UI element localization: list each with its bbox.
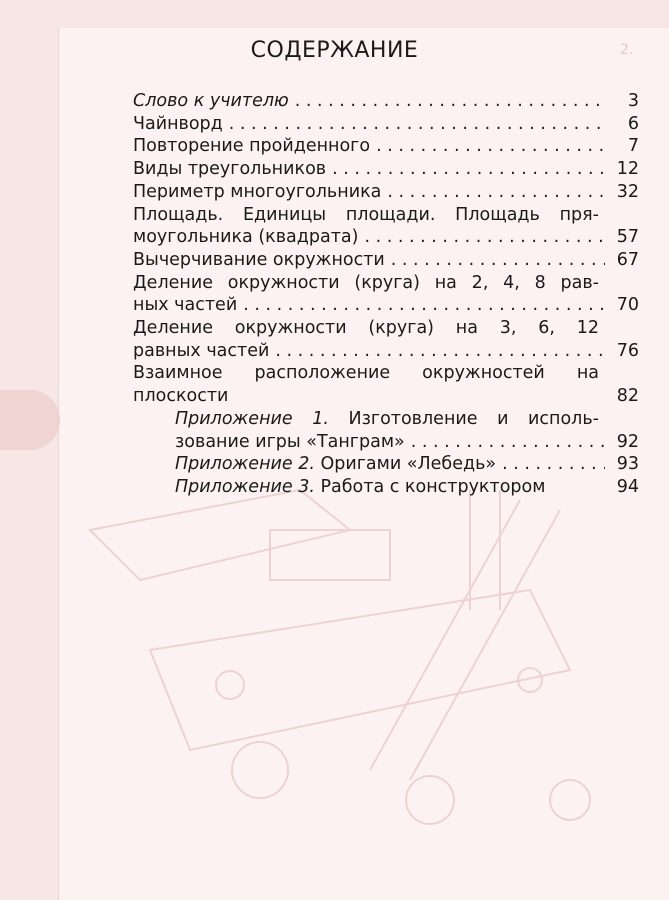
- toc-entry-title-line2: равных частей: [133, 340, 270, 361]
- toc-entry-title-line2: плоскости: [133, 386, 229, 407]
- appendix-label: Приложение 1.: [175, 408, 329, 429]
- show-through-construction-drawing: [50, 470, 610, 870]
- toc-entry-page: 76: [616, 340, 639, 361]
- dot-leader: [411, 431, 605, 454]
- toc-appendix-1: [133, 408, 669, 453]
- toc-entry-circle-drawing: [133, 249, 639, 272]
- toc-entry-page: 6: [627, 113, 639, 134]
- show-through-number: 2.: [620, 42, 634, 58]
- toc-entry-title-line1: Деление окружности (круга) на 3, 6, 12: [133, 318, 599, 339]
- toc-entry-circle-division-3-6-12: [133, 317, 639, 362]
- toc-entry-title: Вычерчивание окружности: [133, 249, 385, 270]
- toc-entry-page: 57: [616, 227, 639, 248]
- dot-leader: [243, 294, 605, 317]
- toc-entry-title-line1: Взаимное расположение окружностей на: [133, 363, 599, 384]
- toc-entry-page: 32: [616, 181, 639, 202]
- toc-entry-area: [133, 204, 639, 249]
- toc-entry-title-line2: ных частей: [133, 295, 238, 316]
- toc-appendix-2: [133, 453, 669, 476]
- toc-entry-title: Работа с конструктором: [320, 476, 546, 497]
- side-page-tab: [0, 390, 60, 450]
- toc-entry-page: 12: [616, 159, 639, 180]
- toc-entry-title: Чайнворд: [133, 113, 223, 134]
- toc-entry-circle-division-2-4-8: [133, 272, 639, 317]
- toc-entry-page: 7: [627, 136, 639, 157]
- toc-entry-title-line1: Изготовление и исполь-: [348, 408, 599, 429]
- toc-entry-page: 67: [616, 249, 639, 270]
- toc-entry-title: Повторение пройденного: [133, 136, 371, 157]
- toc-entry-perimeter: [133, 181, 639, 204]
- table-of-contents: [133, 90, 639, 499]
- toc-entry-page: 70: [616, 295, 639, 316]
- appendix-label: Приложение 2.: [175, 454, 315, 475]
- toc-entry-title-line1: Деление окружности (круга) на 2, 4, 8 рав-: [133, 272, 599, 293]
- dot-leader: [229, 113, 605, 136]
- toc-entry-title: Виды треугольников: [133, 159, 327, 180]
- page-title: СОДЕРЖАНИЕ: [250, 38, 419, 63]
- toc-entry-title: Периметр многоугольника: [133, 181, 382, 202]
- toc-entry-title-line2: зование игры «Танграм»: [175, 431, 405, 452]
- dot-leader: [376, 135, 605, 158]
- toc-entry-title-line2: моугольника (квадрата): [133, 227, 359, 248]
- toc-entry-title: Оригами «Лебедь»: [320, 454, 497, 475]
- toc-entry-circle-positions: [133, 362, 639, 407]
- toc-entry-chainword: [133, 113, 639, 136]
- toc-entry-title: Слово к учителю: [133, 91, 289, 111]
- toc-entry-review: [133, 135, 639, 158]
- dot-leader: [332, 158, 605, 181]
- dot-leader: [502, 453, 605, 476]
- toc-entry-teacher-note: [133, 90, 639, 113]
- toc-entry-page: 92: [616, 431, 639, 452]
- dot-leader: [295, 90, 605, 113]
- appendix-label: Приложение 3.: [175, 476, 315, 497]
- toc-entry-page: 82: [616, 386, 639, 407]
- dot-leader: [275, 340, 605, 363]
- toc-entry-title-line1: Площадь. Единицы площади. Площадь пря-: [133, 204, 599, 225]
- dot-leader: [387, 181, 605, 204]
- dot-leader: [391, 249, 605, 272]
- toc-entry-page: 93: [616, 454, 639, 475]
- toc-entry-page: 3: [627, 91, 639, 111]
- dot-leader: [364, 226, 605, 249]
- toc-appendix-3: [133, 476, 669, 499]
- toc-entry-page: 94: [616, 476, 639, 497]
- toc-entry-triangles: [133, 158, 639, 181]
